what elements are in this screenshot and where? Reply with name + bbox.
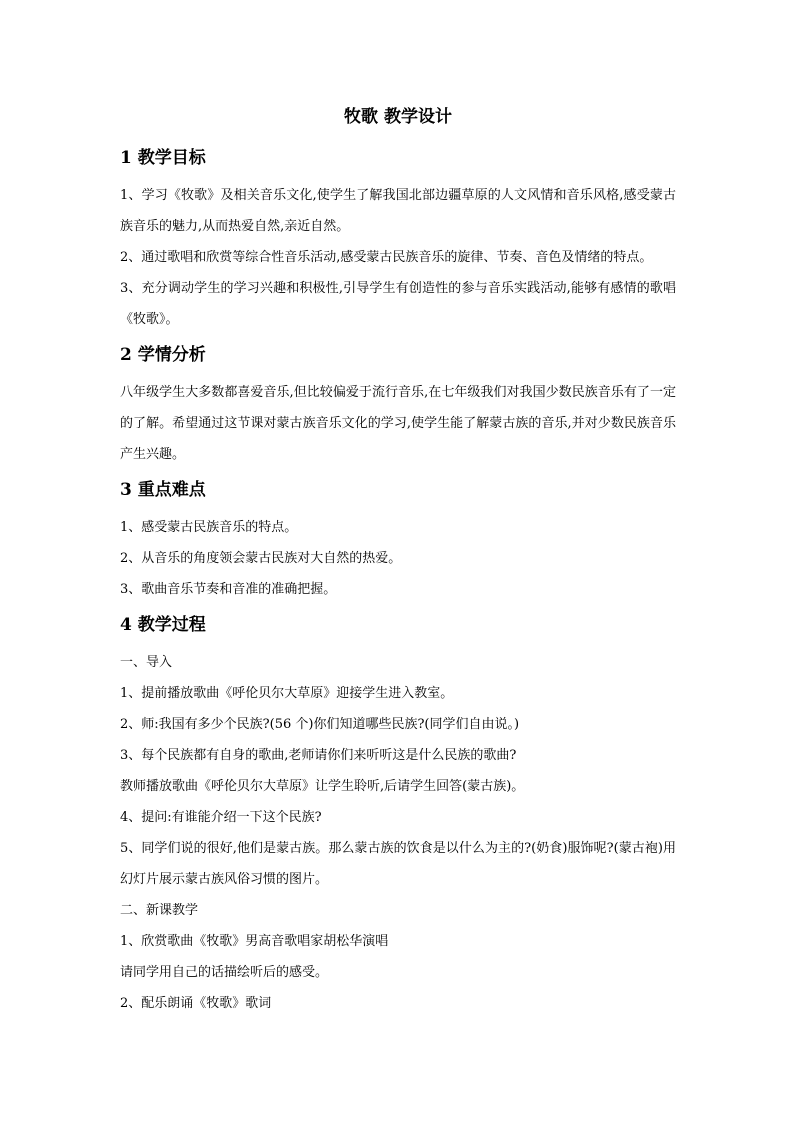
paragraph: 1、感受蒙古民族音乐的特点。 <box>120 520 298 535</box>
paragraph: 请同学用自己的话描绘听后的感受。 <box>120 965 329 980</box>
paragraph: 1、学习《牧歌》及相关音乐文化,使学生了解我国北部边疆草原的人文风情和音乐风格,感受蒙古族音乐的魅力,从而热爱自然,亲近自然。 <box>120 188 676 234</box>
paragraph: 3、每个民族都有自身的歌曲,老师请你们来听听这是什么民族的歌曲? <box>120 748 517 763</box>
section-teaching-goals <box>120 144 676 335</box>
document-title: 牧歌 教学设计 <box>344 107 452 127</box>
paragraph: 2、配乐朗诵《牧歌》歌词 <box>120 996 272 1011</box>
section-heading: 4 教学过程 <box>120 615 206 635</box>
paragraph: 3、歌曲音乐节奏和音准的准确把握。 <box>120 582 337 597</box>
paragraph: 5、同学们说的很好,他们是蒙古族。那么蒙古族的饮食是以什么为主的?(奶食)服饰呢?(蒙古袍)用幻灯片展示蒙古族风俗习惯的图片。 <box>120 841 676 887</box>
paragraph: 1、欣赏歌曲《牧歌》男高音歌唱家胡松华演唱 <box>120 934 389 949</box>
paragraph: 1、提前播放歌曲《呼伦贝尔大草原》迎接学生进入教室。 <box>120 686 454 701</box>
document-page <box>120 104 676 1021</box>
paragraph: 3、充分调动学生的学习兴趣和积极性,引导学生有创造性的参与音乐实践活动,能够有感情的歌唱《牧歌》。 <box>120 281 676 327</box>
section-heading: 1 教学目标 <box>120 148 206 168</box>
paragraph: 2、师:我国有多少个民族?(56 个)你们知道哪些民族?(同学们自由说。) <box>120 717 520 732</box>
paragraph: 二、新课教学 <box>120 903 199 918</box>
paragraph: 2、从音乐的角度领会蒙古民族对大自然的热爱。 <box>120 551 402 566</box>
section-heading: 2 学情分析 <box>120 345 206 365</box>
section-heading: 3 重点难点 <box>120 480 206 500</box>
section-student-analysis <box>120 341 676 470</box>
paragraph: 2、通过歌唱和欣赏等综合性音乐活动,感受蒙古民族音乐的旋律、节奏、音色及情绪的特点。 <box>120 250 653 265</box>
paragraph: 八年级学生大多数都喜爱音乐,但比较偏爱于流行音乐,在七年级我们对我国少数民族音乐有了一定的了解。希望通过这节课对蒙古族音乐文化的学习,使学生能了解蒙古族的音乐,并对少数民族音乐产生兴趣。 <box>120 385 676 462</box>
paragraph: 教师播放歌曲《呼伦贝尔大草原》让学生聆听,后请学生回答(蒙古族)。 <box>120 779 525 794</box>
section-teaching-process <box>120 611 676 1019</box>
paragraph: 4、提问:有谁能介绍一下这个民族? <box>120 810 322 825</box>
paragraph: 一、导入 <box>120 655 173 670</box>
section-key-points <box>120 476 676 605</box>
